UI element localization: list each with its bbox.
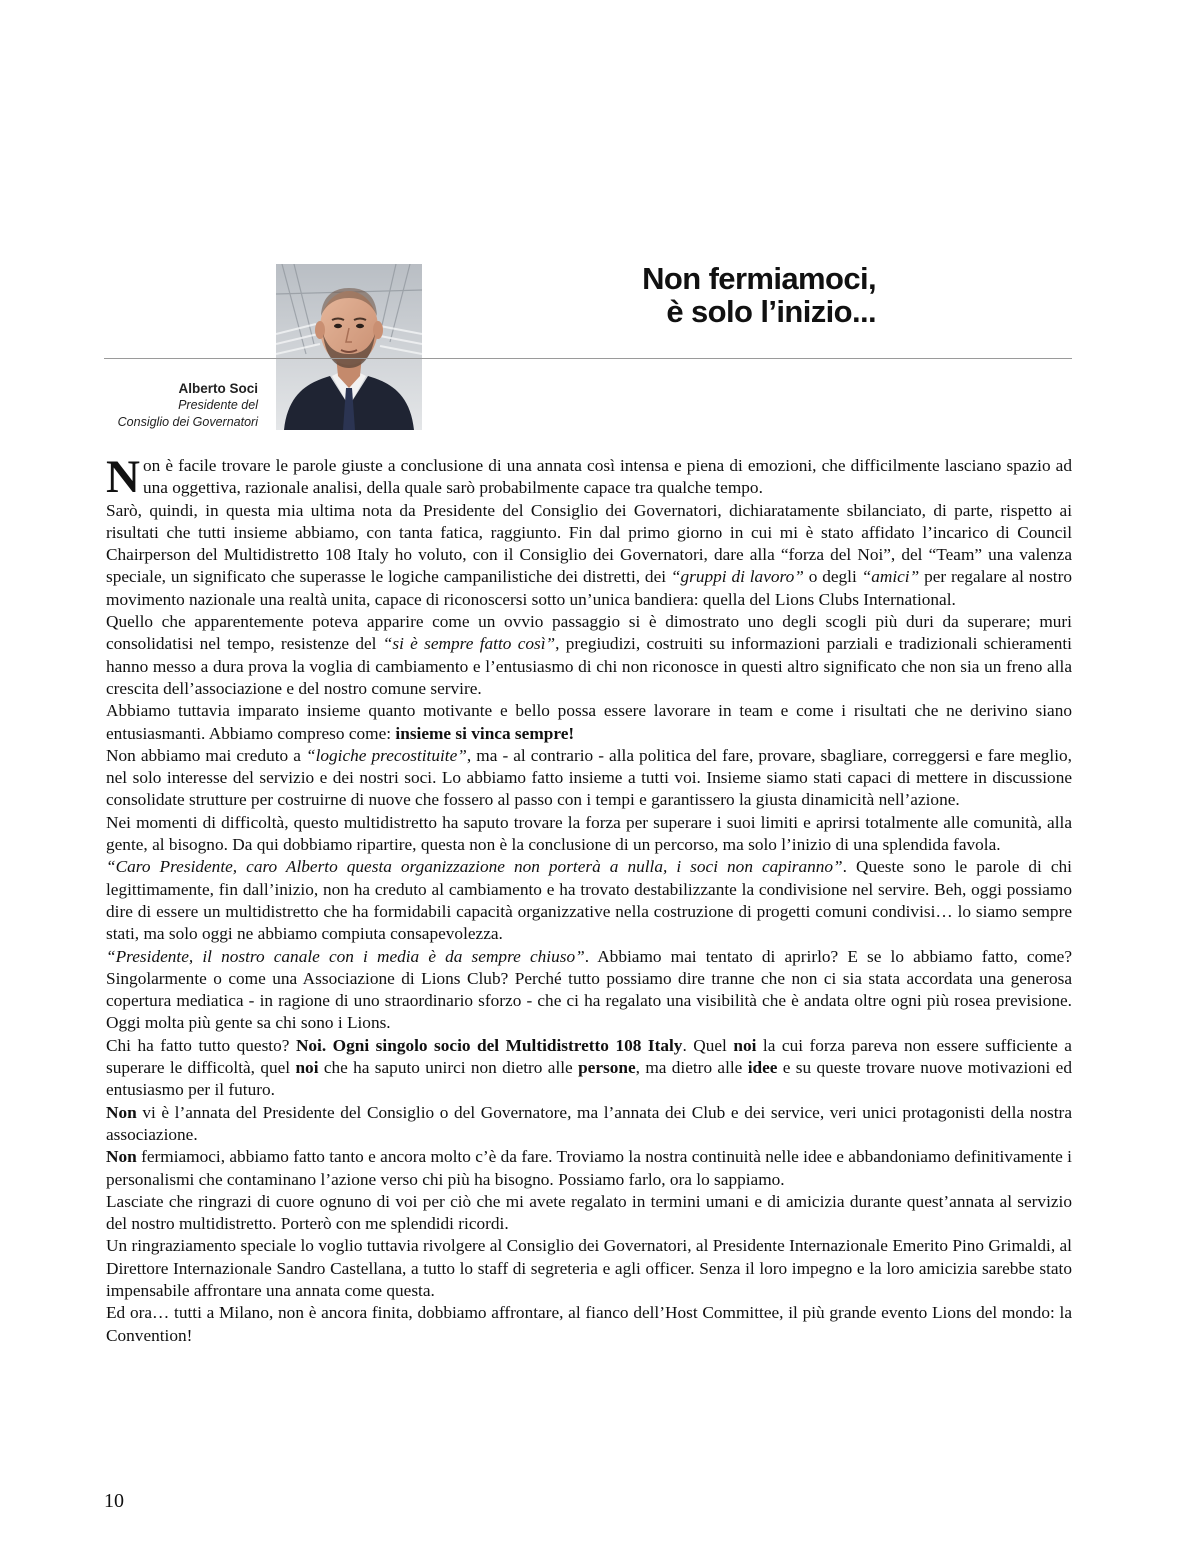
paragraph-9-bold-e: idee xyxy=(747,1058,778,1078)
paragraph-1-text: on è facile trovare le parole giuste a conclusione di una annata così intensa e piena di emozioni, che difficilmente lasciano spazio ad una oggettiva, razionale analisi, della quale sarò probabilmente capace tra qualche tempo. xyxy=(142,456,1072,498)
paragraph-11-text-a: fermiamoci, abbiamo fatto tanto e ancora molto c’è da fare. Troviamo la nostra continuità nelle idee e abbandoniamo definitivamente i personalismi che contaminano l’azione verso chi più ha bisogno. Possiamo farlo, ora lo sappiamo. xyxy=(106,1147,1072,1189)
paragraph-13 xyxy=(106,1235,1072,1302)
paragraph-10-bold-a: Non xyxy=(106,1102,137,1122)
author-byline xyxy=(90,380,258,431)
paragraph-8-text-a: . Abbiamo mai tentato di aprirlo? E se lo abbiamo fatto, come? Singolarmente o come una Associazione di Lions Club? Perché tutto possiamo dire tranne che non ci sia stata accordata una generosa copertura mediatica - in ragione di uno straordinario sforzo - che ci ha regalato una visibilità che è andata oltre ogni più rosea previsione. Oggi molta più gente sa chi sono i Lions. xyxy=(106,946,1072,1033)
paragraph-14 xyxy=(106,1302,1072,1347)
author-role-line-1: Presidente del xyxy=(178,398,258,412)
paragraph-9-bold-c: noi xyxy=(295,1058,319,1078)
header-divider xyxy=(104,358,1072,359)
paragraph-7-text-a: . Queste sono le parole di chi legittimamente, fin dall’inizio, non ha creduto al cambiamento e ha trovato destabilizzante la condivisione nel servire. Beh, oggi possiamo dire di essere un multidistretto che ha formidabili capacità organizzative nella costruzione di progetti comuni condivisi… lo siamo sempre stati, ma solo oggi ne abbiamo compiuta consapevolezza. xyxy=(106,857,1072,944)
paragraph-10-text-a: vi è l’annata del Presidente del Consiglio o del Governatore, ma l’annata dei Club e dei service, veri unici protagonisti della nostra associazione. xyxy=(106,1102,1072,1144)
author-role-line-2: Consiglio dei Governatori xyxy=(117,415,258,429)
paragraph-10 xyxy=(106,1102,1072,1147)
paragraph-7 xyxy=(106,856,1072,945)
drop-cap: N xyxy=(106,451,140,503)
article-title xyxy=(560,262,876,328)
page-number: 10 xyxy=(104,1490,124,1512)
paragraph-4-bold-a: insieme si vinca sempre! xyxy=(395,723,575,743)
article-body xyxy=(106,451,1072,1347)
paragraph-9-text-e: , ma dietro alle xyxy=(635,1058,748,1078)
paragraph-5 xyxy=(106,745,1072,812)
paragraph-2-italic-a: “gruppi di lavoro” xyxy=(670,567,804,587)
article-title-line-2: è solo l’inizio... xyxy=(666,294,876,329)
paragraph-2 xyxy=(106,500,1072,611)
paragraph-12-text-a: Lasciate che ringrazi di cuore ognuno di voi per ciò che mi avete regalato in termini umani e di amicizia durante quest’annata al servizio del nostro multidistretto. Porterò con me splendidi ricordi. xyxy=(106,1191,1072,1234)
author-photo xyxy=(276,264,422,430)
paragraph-3-text-a: Quello che apparentemente poteva apparire come un ovvio passaggio si è dimostrato uno degli scogli più duri da superare; muri consolidatisi nel tempo, resistenze del xyxy=(106,612,1072,654)
paragraph-9-text-d: che ha saputo unirci non dietro alle xyxy=(318,1058,579,1078)
paragraph-1 xyxy=(106,451,1072,503)
paragraph-9-bold-d: persone xyxy=(578,1058,636,1078)
paragraph-2-text-b: o degli xyxy=(803,567,862,587)
author-role xyxy=(90,397,258,431)
paragraph-2-text-a: Sarò, quindi, in questa mia ultima nota da Presidente del Consiglio dei Governatori, dichiaratamente sbilanciato, di parte, rispetto ai risultati che tutti insieme abbiamo, con tanta fatica, raggiunto. Fin dal primo giorno in cui mi è stato affidato l’incarico di Council Chairperson del Multidistretto 108 Italy ho voluto, con il Consiglio dei Governatori, dare alla “forza del Noi”, del “Team” una valenza speciale, un significato che superasse le logiche campanilistiche dei distretti, dei xyxy=(106,500,1072,587)
paragraph-9-text-a: Chi ha fatto tutto questo? xyxy=(106,1035,296,1055)
paragraph-6-text-a: Nei momenti di difficoltà, questo multidistretto ha saputo trovare la forza per superare i suoi limiti e aprirsi totalmente alle comunità, alla gente, al bisogno. Da qui dobbiamo ripartire, questa non è la conclusione di un percorso, ma solo l’inizio di una splendida favola. xyxy=(106,812,1072,855)
paragraph-11-bold-a: Non xyxy=(106,1147,137,1167)
paragraph-9-text-c: la cui forza pareva non essere sufficiente a superare le difficoltà, quel xyxy=(106,1035,1072,1078)
article-title-line-1: Non fermiamoci, xyxy=(642,261,876,296)
paragraph-5-text-b: , ma - al contrario - alla politica del fare, provare, sbagliare, correggersi e fare meglio, nel solo interesse del servizio e dei nostri soci. Lo abbiamo fatto insieme a tutti voi. Insieme siamo stati capaci di mettere in discussione consolidate strutture per costruirne di nuove che fossero al passo con i tempi e garantissero la giusta dinamicità nell’azione. xyxy=(106,745,1072,810)
paragraph-3-italic-a: “si è sempre fatto così” xyxy=(382,634,556,654)
paragraph-11 xyxy=(106,1146,1072,1191)
paragraph-6 xyxy=(106,812,1072,857)
paragraph-9-bold-a: Noi. Ogni singolo socio del Multidistretto 108 Italy xyxy=(295,1035,683,1055)
paragraph-2-text-c: per regalare al nostro movimento nazionale una realtà unita, capace di riconoscersi sotto un’unica bandiera: quella del Lions Clubs International. xyxy=(106,567,1072,609)
paragraph-9 xyxy=(106,1035,1072,1102)
paragraph-9-bold-b: noi xyxy=(733,1035,757,1055)
paragraph-9-text-b: . Quel xyxy=(682,1035,734,1055)
paragraph-5-italic-a: “logiche precostituite” xyxy=(305,745,467,765)
author-name: Alberto Soci xyxy=(178,381,258,396)
paragraph-7-italic-a: “Caro Presidente, caro Alberto questa organizzazione non porterà a nulla, i soci non capiranno” xyxy=(106,857,843,877)
paragraph-3 xyxy=(106,611,1072,700)
paragraph-3-text-b: , pregiudizi, costruiti su informazioni parziali e tradizionali schieramenti hanno messo a dura prova la voglia di cambiamento e l’entusiasmo di chi non riconosce in questi altro significato che non sia un freno alla crescita dell’associazione e del nostro comune servire. xyxy=(106,634,1072,698)
paragraph-14-text-a: Ed ora… tutti a Milano, non è ancora finita, dobbiamo affrontare, al fianco dell’Host Committee, il più grande evento Lions del mondo: la Convention! xyxy=(106,1303,1072,1345)
paragraph-4 xyxy=(106,700,1072,745)
paragraph-9-text-f: e su queste trovare nuove motivazioni ed entusiasmo per il futuro. xyxy=(106,1058,1072,1100)
paragraph-4-text-a: Abbiamo tuttavia imparato insieme quanto motivante e bello possa essere lavorare in team e come i risultati che ne derivino siano entusiasmanti. Abbiamo compreso come: xyxy=(106,701,1072,743)
paragraph-13-text-a: Un ringraziamento speciale lo voglio tuttavia rivolgere al Consiglio dei Governatori, al Presidente Internazionale Emerito Pino Grimaldi, al Direttore Internazionale Sandro Castellana, a tutto lo staff di segreteria e agli officer. Senza il loro impegno e la loro amicizia sarebbe stato impensabile affrontare una annata come questa. xyxy=(106,1236,1072,1300)
paragraph-2-italic-b: “amici” xyxy=(861,567,920,587)
paragraph-12 xyxy=(106,1191,1072,1236)
paragraph-8-italic-a: “Presidente, il nostro canale con i media è da sempre chiuso” xyxy=(106,946,585,966)
paragraph-5-text-a: Non abbiamo mai creduto a xyxy=(106,745,306,765)
paragraph-8 xyxy=(106,946,1072,1035)
